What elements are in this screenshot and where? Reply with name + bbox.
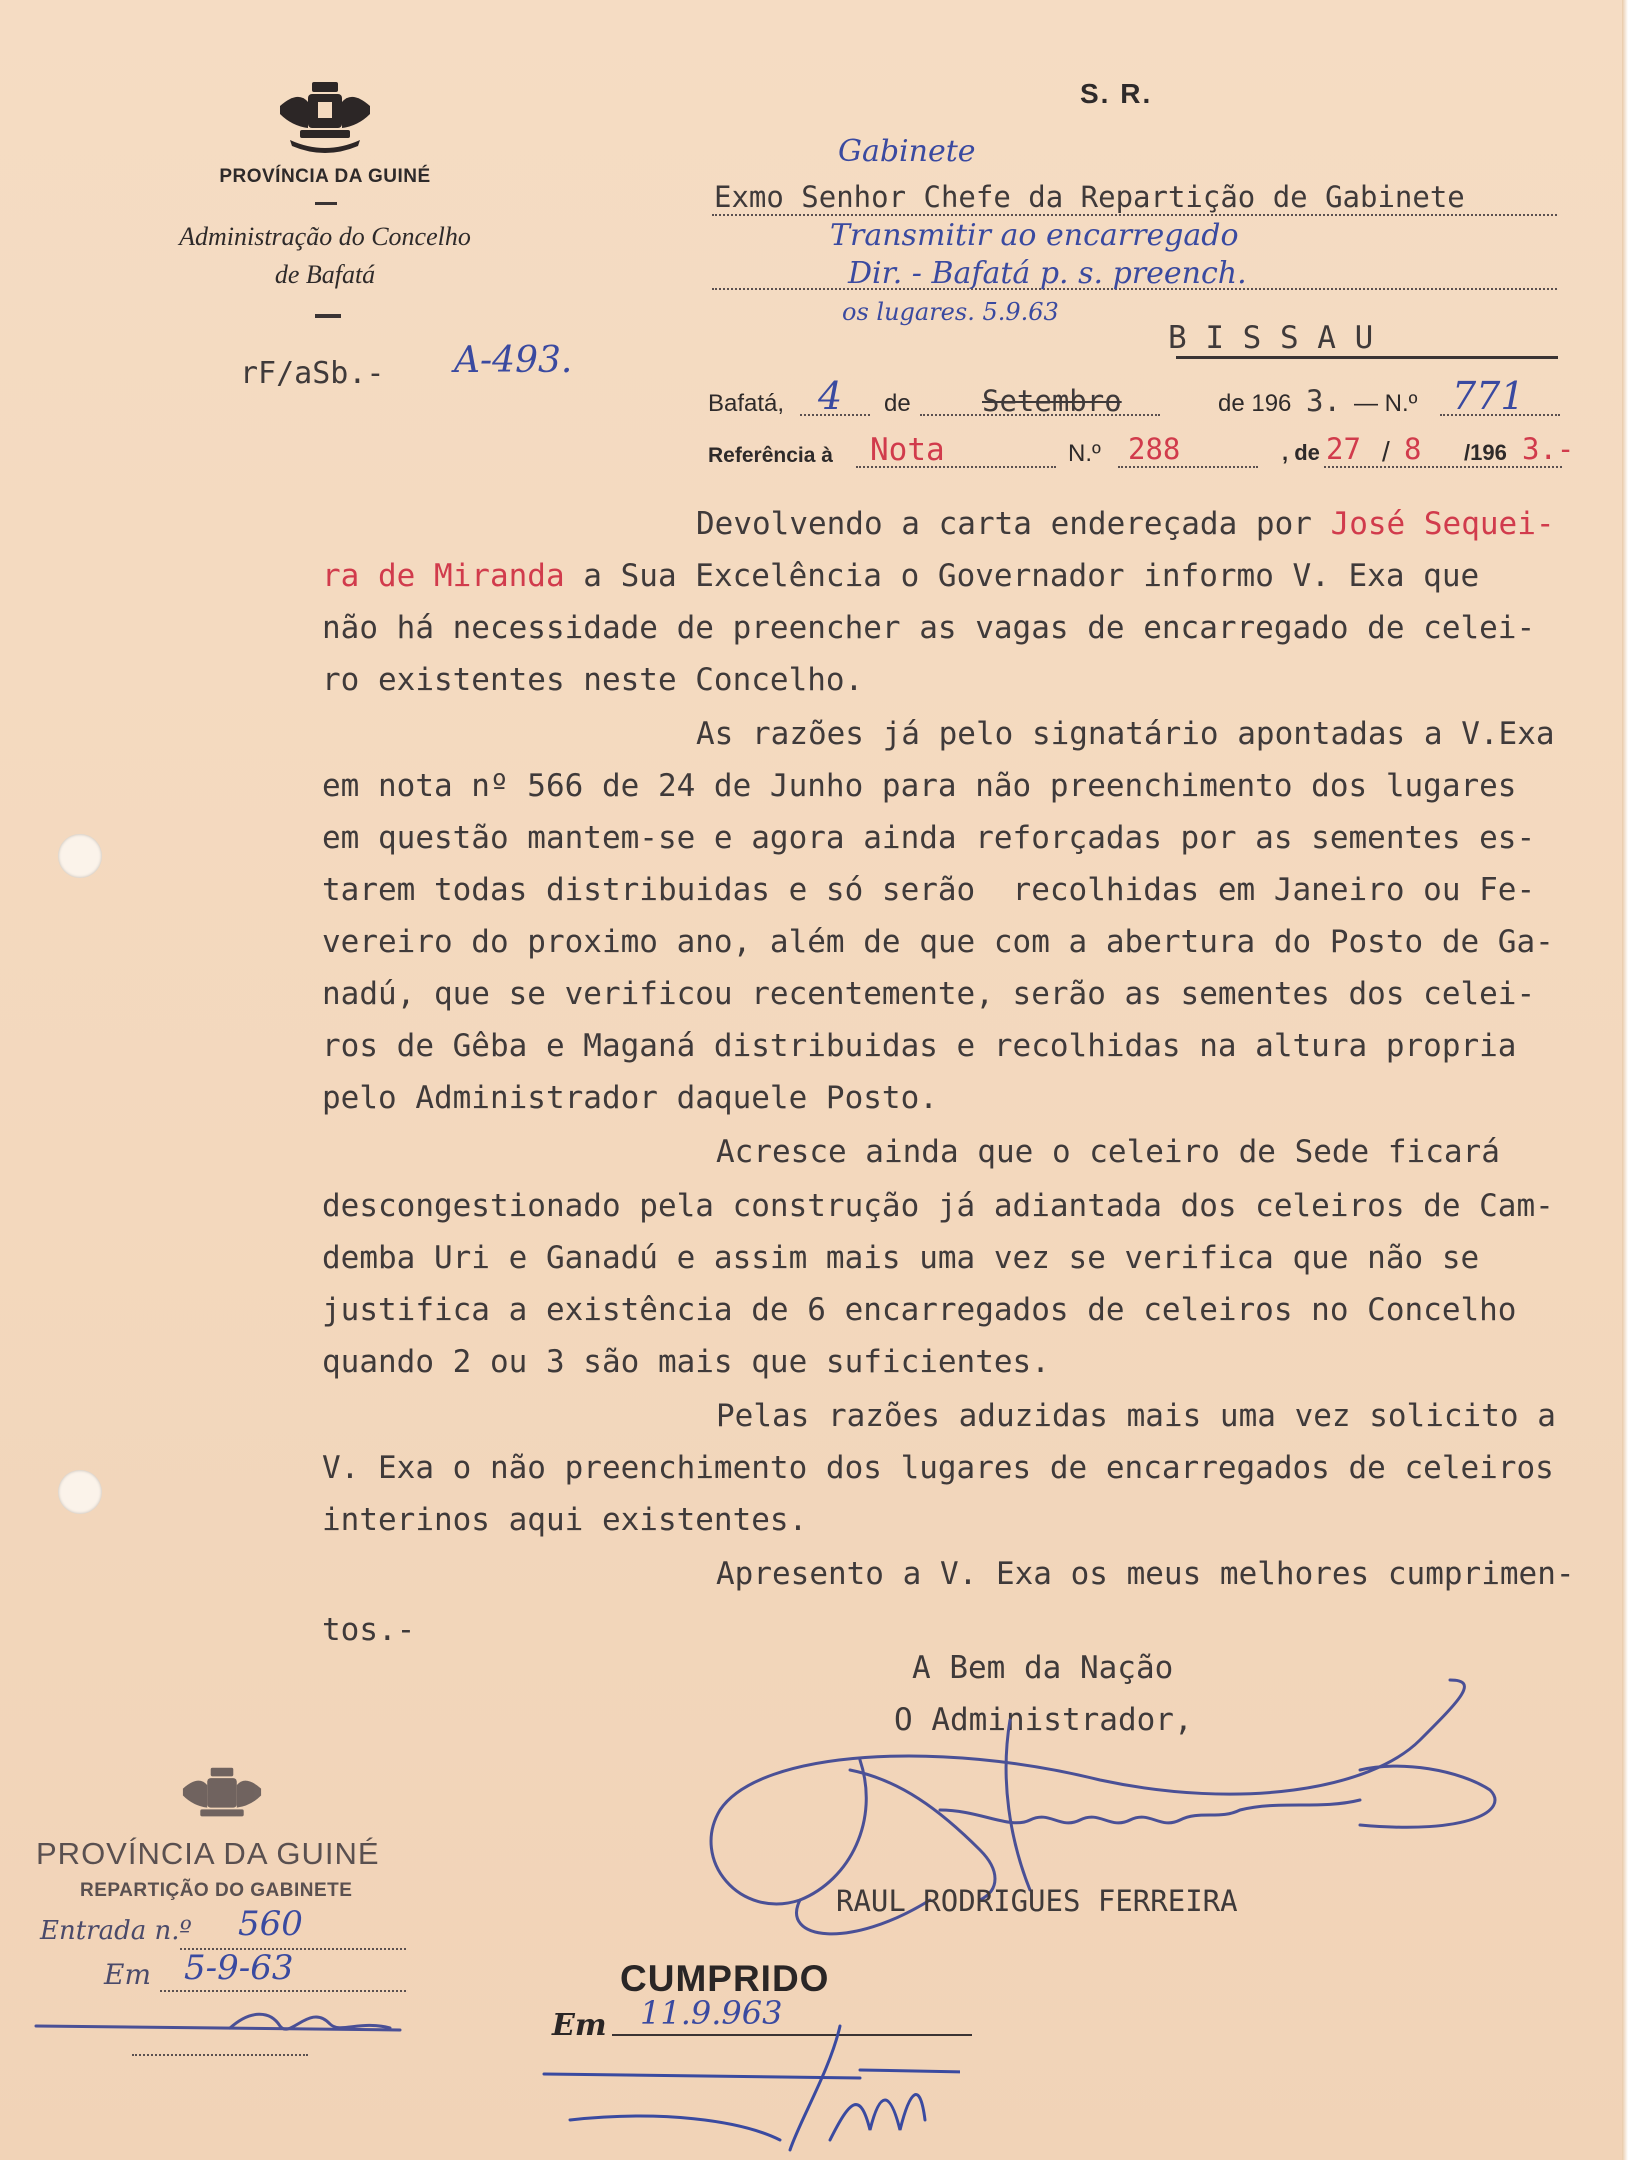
- handwritten-gabinete: Gabinete: [838, 134, 976, 169]
- signatory-name: RAUL RODRIGUES FERREIRA: [836, 1884, 1238, 1918]
- letterhead-province: PROVÍNCIA DA GUINÉ: [219, 166, 431, 187]
- cumprido-stamp: CUMPRIDO: [620, 1958, 830, 1999]
- reference-type: Nota: [870, 432, 945, 468]
- stamp-province: PROVÍNCIA DA GUINÉ: [36, 1836, 380, 1871]
- body-p3-line-5: quando 2 ou 3 são mais que suficientes.: [322, 1344, 1050, 1380]
- reference-date-field: [1324, 466, 1562, 468]
- stamp-entry-label: Entrada n.º: [40, 1916, 192, 1946]
- letterhead-administration: Administração do Concelho: [179, 222, 471, 251]
- reference-sep-2: /196: [1464, 440, 1507, 465]
- body-p1-line-3: não há necessidade de preencher as vagas de encarregado de celei-: [322, 610, 1536, 646]
- city-underline: [1176, 356, 1558, 359]
- coat-of-arms-icon: [278, 80, 372, 156]
- closing-salutation: A Bem da Nação: [912, 1650, 1174, 1686]
- body-p4-line-2: V. Exa o não preenchimento dos lugares de encarregados de celeiros: [322, 1450, 1554, 1486]
- body-p5-line-1: Apresento a V. Exa os meus melhores cumprimen-: [716, 1556, 1575, 1592]
- reference-year: 3.-: [1522, 432, 1575, 466]
- reference-number: 288: [1128, 432, 1181, 466]
- punch-hole-top: [58, 834, 102, 878]
- dateline-place: Bafatá,: [708, 390, 785, 417]
- dateline-number: 771: [1452, 374, 1525, 418]
- body-p3-line-4: justifica a existência de 6 encarregados de celeiros no Concelho: [322, 1292, 1517, 1328]
- dateline-year-label: de 196: [1218, 390, 1292, 417]
- body-p2-line-1: As razões já pelo signatário apontadas a V.Exa: [696, 716, 1555, 752]
- body-p2-line-5: vereiro do proximo ano, além de que com a abertura do Posto de Ga-: [322, 924, 1554, 960]
- body-p2-line-8: pelo Administrador daquele Posto.: [322, 1080, 938, 1116]
- annotation-line-3: os lugares. 5.9.63: [842, 298, 1059, 326]
- addressee-city: B I S S A U: [1168, 320, 1374, 356]
- body-p1-line-1: Devolvendo a carta endereçada por José Sequei-: [696, 506, 1555, 542]
- body-p3-line-1: Acresce ainda que o celeiro de Sede ficará: [716, 1134, 1500, 1170]
- stamp-date: 5-9-63: [184, 1948, 294, 1988]
- body-p4-line-1: Pelas razões aduzidas mais uma vez solicito a: [716, 1398, 1556, 1434]
- dateline-year-digit: 3.: [1306, 384, 1341, 418]
- dateline-de: de: [884, 390, 911, 417]
- dateline-month: Setembro: [982, 384, 1122, 418]
- cumprido-signature-icon: [540, 2010, 960, 2160]
- dateline-number-label: — N.º: [1354, 390, 1418, 417]
- body-p5-line-2: tos.-: [322, 1612, 416, 1648]
- addressee-line: Exmo Senhor Chefe da Repartição de Gabinete: [714, 180, 1465, 214]
- annotation-line-2: Dir. - Bafatá p. s. preench.: [848, 256, 1247, 291]
- reference-number-field: [1118, 466, 1258, 468]
- cumprido-date: 11.9.963: [640, 1994, 783, 2032]
- stamp-entry-number: 560: [238, 1904, 303, 1944]
- body-p4-line-3: interinos aqui existentes.: [322, 1502, 808, 1538]
- classification-mark: S. R.: [1080, 78, 1153, 109]
- reference-date-label: , de: [1282, 440, 1320, 465]
- dateline-day: 4: [818, 374, 843, 418]
- annotation-line-1: Transmitir ao encarregado: [830, 218, 1239, 253]
- body-p1-line-4: ro existentes neste Concelho.: [322, 662, 864, 698]
- letterhead-divider: [315, 202, 337, 205]
- initials: rF/aSb.-: [240, 356, 385, 391]
- body-p3-line-3: demba Uri e Ganadú e assim mais uma vez se verifica que não se: [322, 1240, 1480, 1276]
- closing-role: O Administrador,: [894, 1702, 1193, 1738]
- cumprido-em: Em: [552, 2008, 607, 2043]
- punch-hole-bottom: [58, 1470, 102, 1514]
- stamp-initials-icon: [30, 1990, 420, 2060]
- stamp-bottom-line: [132, 2054, 308, 2056]
- reference-day: 27: [1326, 432, 1361, 466]
- body-p2-line-6: nadú, que se verificou recentemente, serão as sementes dos celei-: [322, 976, 1536, 1012]
- body-p3-line-2: descongestionado pela construção já adiantada dos celeiros de Cam-: [322, 1188, 1554, 1224]
- reference-month: 8: [1404, 432, 1422, 466]
- stamp-date-label: Em: [104, 1958, 151, 1991]
- letterhead-divider-2: [315, 314, 341, 318]
- body-p2-line-2: em nota nº 566 de 24 de Junho para não preenchimento dos lugares: [322, 768, 1517, 804]
- addressee-underline: [712, 214, 1557, 216]
- body-p2-line-4: tarem todas distribuidas e só serão recolhidas em Janeiro ou Fe-: [322, 872, 1536, 908]
- body-p2-line-3: em questão mantem-se e agora ainda reforçadas por as sementes es-: [322, 820, 1536, 856]
- body-p2-line-7: ros de Gêba e Maganá distribuidas e recolhidas na altura propria: [322, 1028, 1517, 1064]
- letterhead-place: de Bafatá: [274, 260, 376, 289]
- reference-sep-1: /: [1382, 436, 1390, 467]
- body-p1-line-2: ra de Miranda a Sua Excelência o Governador informo V. Exa que: [322, 558, 1480, 594]
- reference-label: Referência à: [708, 444, 833, 467]
- stamp-department: REPARTIÇÃO DO GABINETE: [80, 1880, 353, 1901]
- reference-number-label: N.º: [1068, 440, 1101, 467]
- file-reference: A-493.: [454, 340, 573, 381]
- stamp-coat-of-arms-icon: [180, 1766, 264, 1832]
